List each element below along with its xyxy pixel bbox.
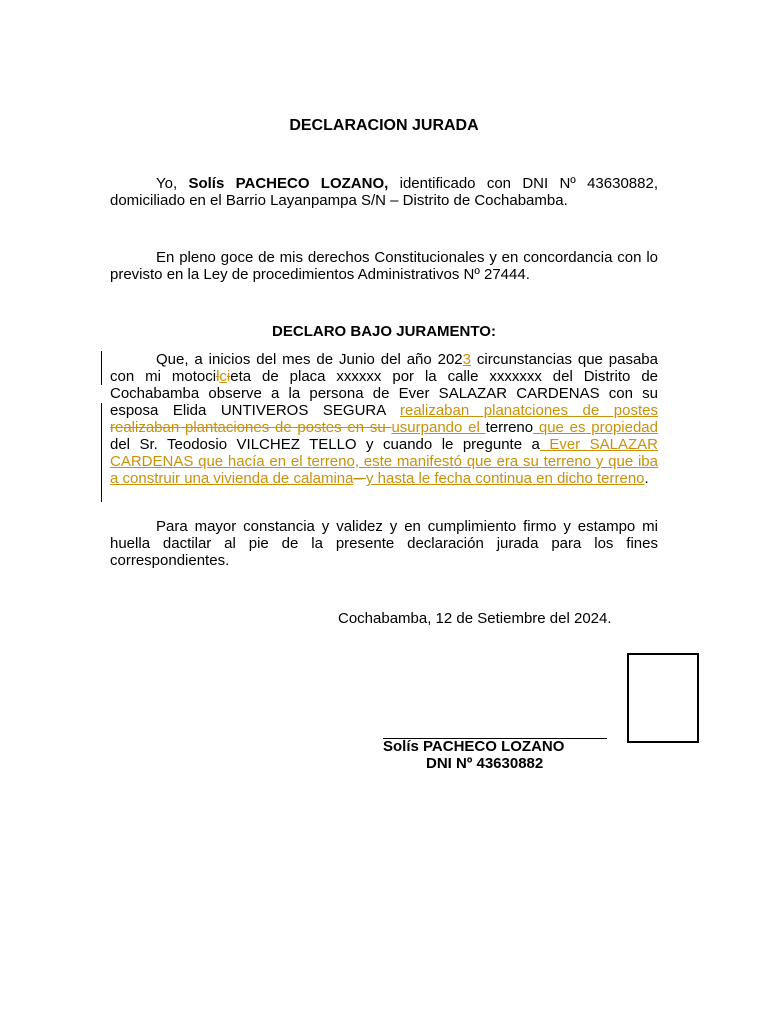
change-bar-1: [101, 351, 102, 385]
inserted-text-2: c: [219, 368, 227, 385]
p3-text-8: .: [644, 470, 649, 487]
declarant-name: Solís PACHECO LOZANO,: [188, 175, 389, 192]
place-and-date: Cochabamba, 12 de Setiembre del 2024.: [338, 610, 612, 627]
paragraph-identity: [110, 175, 658, 209]
p3-text-4: eta de placa xxxxxx por la calle xxxxxxx del Distrito de Cochabamba observe a la persona de Ever SALAZAR CARDENAS con su esposa Elida UNTIVEROS SEGURA: [110, 368, 659, 419]
paragraph-rights: En pleno goce de mis derechos Constitucionales y en concordancia con lo previsto en la Ley de procedimientos Administrativos Nº 27444.: [110, 249, 658, 283]
deleted-text-4: realizaban plantaciones de postes en su: [110, 419, 392, 436]
inserted-text-4: usurpando el: [391, 419, 486, 436]
declaration-subheading: DECLARO BAJO JURAMENTO:: [272, 323, 496, 340]
p1-text-1: Yo,: [156, 175, 189, 192]
p3-text-2: circunstancias que pasaba con mi motoci: [110, 351, 658, 385]
paragraph-declaration: [110, 351, 658, 487]
inserted-text-3: realizaban planatciones de postes: [400, 402, 658, 419]
p3-text-7: del Sr. Teodosio VILCHEZ TELLO y cuando le pregunte a: [110, 436, 540, 453]
p1-text-2: identificado con DNI Nº 43630882, domiciliado en el Barrio Layanpampa S/N – Distrito de Cochabamba.: [110, 175, 658, 209]
fingerprint-box: [627, 653, 699, 743]
inserted-text-7: y hasta le fecha continua en dicho terreno: [366, 470, 645, 487]
signature-dni: DNI Nº 43630882: [426, 755, 544, 772]
deleted-text-2: l: [216, 368, 220, 385]
document-title: DECLARACION JURADA: [289, 117, 479, 134]
paragraph-closing: Para mayor constancia y validez y en cumplimiento firmo y estampo mi huella dactilar al pie de la presente declaración jurada para los fines correspondientes.: [110, 518, 658, 569]
inserted-text-5: que es propiedad: [533, 419, 658, 436]
inserted-text-6: Ever SALAZAR CARDENAS que hacía en el terreno, este manifestó que era su terreno y que iba a construir una vivienda de calamina: [110, 436, 658, 487]
p3-text-6: terreno: [485, 419, 534, 436]
signature-name: Solís PACHECO LOZANO: [383, 738, 565, 755]
deleted-text-5: –: [353, 470, 366, 487]
p3-text-1: Que, a inicios del mes de Junio del año 202: [156, 351, 463, 368]
inserted-text-1: 3: [462, 351, 471, 368]
deleted-text-3: i: [226, 368, 231, 385]
change-bar-2: [101, 403, 102, 502]
